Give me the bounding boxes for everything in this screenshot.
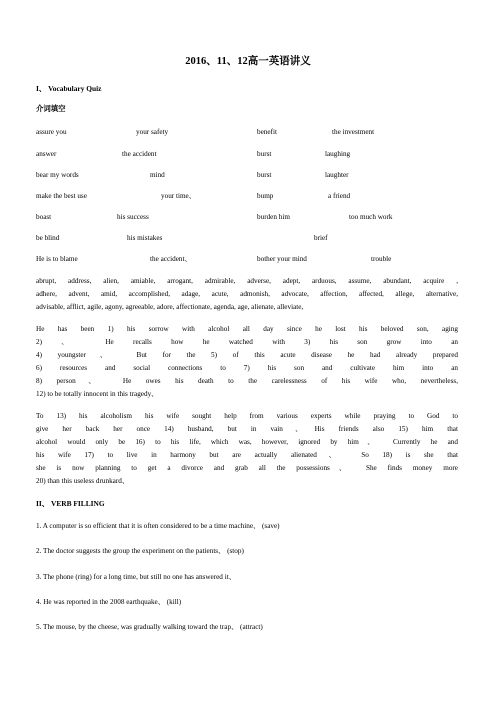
vocab-phrase: make the best use [36, 192, 87, 200]
vocab-phrase: trouble [371, 255, 392, 263]
vocab-phrase: his success [117, 213, 149, 221]
passage-line: give her back her once 14) husband, but in vain、His friends also 15) him that [36, 425, 458, 433]
vocab-phrase: mind [150, 171, 165, 179]
vocab-phrase: the accident、 [150, 255, 192, 263]
passage-line: 20) than this useless drunkard、 [36, 477, 130, 485]
passage-line: his wife 17) to live in harmony but are actually alienated、 So 18) is she that [36, 451, 458, 459]
vocab-phrase: bear my words [36, 171, 79, 179]
vocab-phrase: He is to blame [36, 255, 78, 263]
exercise-item: 2. The doctor suggests the group the experiment on the patients、 (stop) [36, 547, 244, 555]
vocab-phrase: your safety [136, 128, 169, 136]
word-bank-line: adhere, advent, amid, accomplished, adage, acute, admonish, advocate, affection, affected, allege, alternative, [36, 290, 458, 298]
vocab-phrase: bump [257, 192, 274, 200]
page-title: 2016、11、12高一英语讲义 [185, 56, 311, 67]
passage-line: 2) 、 He recalls how he watched with 3) his son grow into an [36, 338, 458, 346]
exercise-item: 1. A computer is so efficient that it is often considered to be a time machine、 (save) [36, 522, 280, 530]
exercise-item: 5. The mouse, by the cheese, was gradually walking toward the trap、 (attract) [36, 623, 263, 631]
passage-line: 12) to be totally innocent in this tragedy、 [36, 390, 159, 398]
vocab-phrase: laughter [325, 171, 349, 179]
vocab-phrase: the investment [332, 128, 375, 136]
vocab-phrase: be blind [36, 234, 60, 242]
vocab-phrase: your time、 [161, 192, 196, 200]
section-subheading-prepositions: 介词填空 [36, 104, 66, 113]
vocab-phrase: answer [36, 150, 57, 158]
vocab-phrase: benefit [257, 128, 277, 136]
word-bank-line: advisable, afflict, agile, agony, agreeable, adore, affectionate, agenda, age, alienate, alleviate, [36, 303, 304, 311]
passage-line: alcohol would only be 16) to his life, which was, however, ignored by him、 Currently he and [36, 438, 458, 446]
passage-line: To 13) his alcoholism his wife sought help from various experts while praying to God to [36, 412, 458, 420]
passage-line: He has been 1) his sorrow with alcohol all day since he lost his beloved son, aging [36, 325, 458, 333]
word-bank-line: abrupt, address, alien, amiable, arrogant, admirable, adverse, adept, arduous, assume, abundant, acquire , [36, 277, 458, 285]
exercise-item: 3. The phone (ring) for a long time, but still no one has answered it、 [36, 573, 236, 581]
vocab-phrase: his mistakes [127, 234, 163, 242]
vocab-phrase: laughing [325, 150, 351, 158]
passage-line: she is now planning to get a divorce and grab all the possessions、 She finds money more [36, 464, 458, 472]
vocab-phrase: bother your mind [257, 255, 307, 263]
section-heading-verb-filling: II、 VERB FILLING [36, 499, 105, 508]
exercise-item: 4. He was reported in the 2008 earthquake、 (kill) [36, 598, 182, 606]
vocab-phrase: burden him [257, 213, 290, 221]
vocab-phrase: too much work [349, 213, 393, 221]
passage-line: 8) person、 He owes his death to the carelessness of his wife who, nevertheless, [36, 377, 458, 385]
vocab-phrase: burst [257, 171, 272, 179]
vocab-phrase: brief [314, 234, 328, 242]
vocab-phrase: boast [36, 213, 52, 221]
section-heading-vocabulary: I、 Vocabulary Quiz [36, 84, 102, 93]
vocab-phrase: burst [257, 150, 272, 158]
vocab-phrase: a friend [328, 192, 351, 200]
passage-line: 4) youngster、 But for the 5) of this acute disease he had already prepared [36, 351, 458, 359]
passage-line: 6) resources and social connections to 7) his son and cultivate him into an [36, 364, 458, 372]
vocab-phrase: assure you [36, 128, 67, 136]
vocab-phrase: the accident [122, 150, 157, 158]
